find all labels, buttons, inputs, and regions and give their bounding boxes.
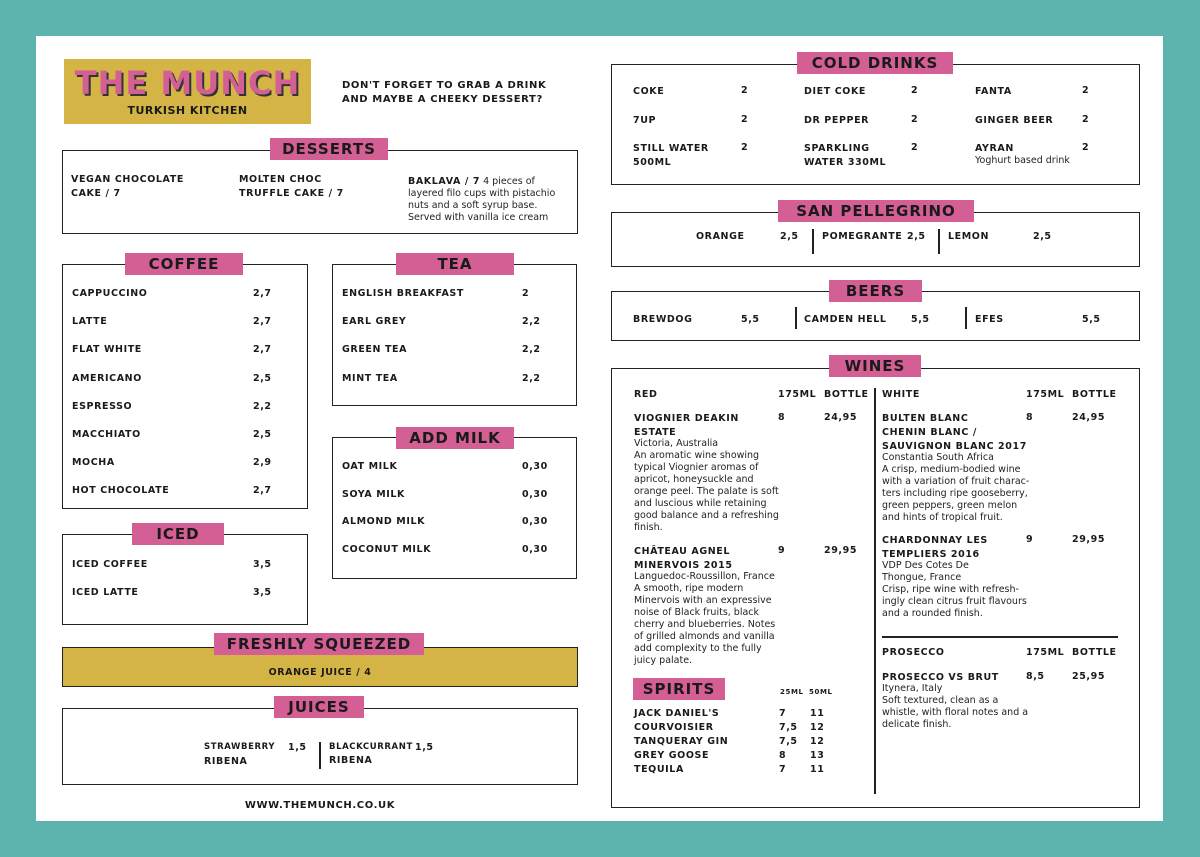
- red-wine-name: CHÂTEAU AGNEL MINERVOIS 2015: [634, 546, 733, 571]
- san-pellegrino-header: SAN PELLEGRINO: [778, 200, 974, 222]
- strawberry-ribena-line-2: RIBENA: [204, 756, 248, 767]
- red-bottle-label: BOTTLE: [824, 389, 869, 400]
- sp-divider-1: [812, 229, 814, 254]
- tea-item-name: GREEN TEA: [342, 344, 408, 356]
- milk-item-price: 0,30: [522, 543, 548, 555]
- tea-item-price: 2,2: [522, 344, 541, 356]
- white-wine-desc: VDP Des Cotes De Thongue, France Crisp, ripe wine with refresh- ingly clean citrus fruit flavours and a rounded finish.: [882, 560, 1027, 619]
- coffee-item-price: 2,2: [253, 400, 272, 412]
- vegan-cake-line-2: CAKE / 7: [71, 188, 121, 199]
- iced-item-name: ICED COFFEE: [72, 559, 148, 570]
- coffee-item-name: MOCHA: [72, 457, 115, 469]
- cold-drink-item-name: FANTA: [975, 86, 1012, 97]
- coffee-header: COFFEE: [125, 253, 243, 275]
- red-wine-name: VIOGNIER DEAKIN ESTATE: [634, 413, 739, 438]
- brand-subtitle: TURKISH KITCHEN: [127, 104, 248, 117]
- cold-drink-item-price: 2: [911, 142, 919, 153]
- cold-drink-item-price: 2: [741, 114, 749, 125]
- coffee-item-name: FLAT WHITE: [72, 344, 142, 356]
- tea-item-price: 2: [522, 288, 530, 299]
- tea-item-name: MINT TEA: [342, 372, 398, 384]
- prosecco-wine-175: 8,5: [1026, 671, 1045, 682]
- coffee-box: [62, 264, 308, 509]
- iced-item-name: ICED LATTE: [72, 587, 139, 598]
- sp-divider-2: [938, 229, 940, 254]
- tea-item-price: 2,2: [522, 372, 541, 384]
- iced-header: ICED: [132, 523, 224, 545]
- beers-header: BEERS: [829, 280, 922, 302]
- san-pellegrino-item-price: 2,5: [780, 231, 799, 242]
- tea-item-name: ENGLISH BREAKFAST: [342, 288, 464, 299]
- red-wine-bottle: 29,95: [824, 545, 858, 556]
- beer-divider-1: [795, 307, 797, 329]
- red-wine-desc: Languedoc-Roussillon, France A smooth, ripe modern Minervois with an expressive noise of Black fruits, black cherry and blueberries. Notes of grilled almonds and vanilla add complexity to the fully juicy palate.: [634, 571, 776, 666]
- red-175-label: 175ML: [778, 389, 817, 400]
- tea-item-name: EARL GREY: [342, 316, 407, 328]
- strawberry-ribena-price: 1,5: [288, 742, 307, 753]
- desserts-header: DESSERTS: [270, 138, 388, 160]
- iced-item-price: 3,5: [253, 587, 272, 598]
- prosecco-label: PROSECCO: [882, 647, 945, 658]
- spirits-50ml-prices: 11 12 12 13 11: [810, 708, 825, 775]
- white-label: WHITE: [882, 389, 920, 400]
- cold-drink-item-name: SPARKLING WATER 330ML: [804, 143, 887, 168]
- cold-drink-item-name: AYRAN: [975, 143, 1014, 154]
- iced-box: [62, 534, 308, 625]
- cold-drink-item-price: 2: [741, 85, 749, 96]
- prosecco-bottle-label: BOTTLE: [1072, 647, 1117, 658]
- white-wine-name: CHARDONNAY LES TEMPLIERS 2016: [882, 535, 988, 560]
- san-pellegrino-item-name: LEMON: [948, 231, 990, 242]
- molten-cake-line-1: MOLTEN CHOC: [239, 174, 322, 185]
- coffee-item-price: 2,5: [253, 429, 272, 440]
- iced-item-price: 3,5: [253, 559, 272, 570]
- milk-item-name: ALMOND MILK: [342, 516, 426, 527]
- milk-item-name: SOYA MILK: [342, 488, 406, 500]
- add-milk-header: ADD MILK: [396, 427, 514, 449]
- cold-drink-item-name: DR PEPPER: [804, 115, 870, 126]
- san-pellegrino-item-name: POMEGRANTE: [822, 231, 903, 242]
- red-wine-175: 9: [778, 545, 786, 556]
- coffee-item-name: AMERICANO: [72, 372, 142, 384]
- tea-box: [332, 264, 577, 406]
- prosecco-175-label: 175ML: [1026, 647, 1065, 658]
- cold-drink-item-name: STILL WATER 500ML: [633, 143, 709, 168]
- beer-item-name: CAMDEN HELL: [804, 314, 887, 325]
- cold-drink-item-name: COKE: [633, 86, 665, 97]
- prosecco-divider: [882, 636, 1118, 638]
- juices-divider: [319, 742, 321, 769]
- prosecco-wine-name: PROSECCO VS BRUT: [882, 672, 999, 683]
- cold-drink-item-price: 2: [741, 142, 749, 153]
- beer-item-name: EFES: [975, 314, 1004, 325]
- wines-header: WINES: [829, 355, 921, 377]
- baklava-name: BAKLAVA / 7: [408, 176, 481, 187]
- beer-item-name: BREWDOG: [633, 314, 693, 325]
- juices-header: JUICES: [274, 696, 364, 718]
- freshly-squeezed-header: FRESHLY SQUEEZED: [214, 633, 424, 655]
- spirits-25ml-prices: 7 7,5 7,5 8 7: [779, 708, 798, 775]
- white-wine-bottle: 29,95: [1072, 534, 1106, 545]
- white-wine-bottle: 24,95: [1072, 412, 1106, 423]
- baklava-item: [408, 176, 568, 224]
- logo-panel: [64, 59, 311, 124]
- beer-item-price: 5,5: [741, 314, 760, 325]
- coffee-item-name: HOT CHOCOLATE: [72, 485, 170, 497]
- prosecco-wine-desc: Itynera, Italy Soft textured, clean as a whistle, with floral notes and a delicate finish.: [882, 683, 1029, 730]
- blackcurrant-ribena-price: 1,5: [415, 742, 434, 753]
- red-wine-175: 8: [778, 412, 786, 423]
- tagline-line-1: DON'T FORGET TO GRAB A DRINK: [342, 80, 547, 91]
- cold-drink-item-name: 7UP: [633, 115, 657, 126]
- tea-header: TEA: [396, 253, 514, 275]
- white-wine-175: 9: [1026, 534, 1034, 545]
- spirits-header: SPIRITS: [633, 678, 725, 700]
- beer-divider-2: [965, 307, 967, 329]
- spirits-25ml-label: 25ML: [780, 688, 804, 696]
- san-pellegrino-item-price: 2,5: [1033, 231, 1052, 242]
- coffee-item-name: ESPRESSO: [72, 400, 133, 412]
- menu-page: [36, 36, 1163, 821]
- coffee-item-price: 2,9: [253, 457, 272, 469]
- milk-item-name: OAT MILK: [342, 461, 398, 472]
- cold-drinks-header: COLD DRINKS: [797, 52, 953, 74]
- add-milk-box: [332, 437, 577, 579]
- white-wine-175: 8: [1026, 412, 1034, 423]
- brand-name: THE MUNCH: [74, 64, 301, 102]
- blackcurrant-ribena-line-1: BLACKCURRANT: [329, 742, 413, 752]
- baklava-desc: 4 pieces of layered filo cups with pistachio nuts and a soft syrup base. Served with vanilla ice cream: [408, 176, 556, 223]
- spirits-names: JACK DANIEL'S COURVOISIER TANQUERAY GIN GREY GOOSE TEQUILA: [634, 708, 729, 775]
- coffee-item-price: 2,7: [253, 485, 272, 497]
- cold-drink-item-price: 2: [1082, 142, 1090, 153]
- white-175-label: 175ML: [1026, 389, 1065, 400]
- coffee-item-name: CAPPUCCINO: [72, 288, 148, 299]
- milk-item-price: 0,30: [522, 461, 548, 472]
- coffee-item-price: 2,7: [253, 344, 272, 356]
- prosecco-wine-bottle: 25,95: [1072, 671, 1106, 682]
- red-wine-desc: Victoria, Australia An aromatic wine showing typical Viognier aromas of apricot, honeysuckle and orange peel. The palate is soft and luscious while retaining good balance and a refreshing finish.: [634, 438, 779, 533]
- red-label: RED: [634, 389, 658, 400]
- coffee-item-name: MACCHIATO: [72, 429, 141, 440]
- cold-drink-item-price: 2: [911, 85, 919, 96]
- milk-item-price: 0,30: [522, 516, 548, 527]
- beer-item-price: 5,5: [911, 314, 930, 325]
- vegan-cake-line-1: VEGAN CHOCOLATE: [71, 174, 184, 185]
- spirits-50ml-label: 50ML: [809, 688, 833, 696]
- red-wine-bottle: 24,95: [824, 412, 858, 423]
- coffee-item-price: 2,5: [253, 372, 272, 384]
- molten-cake-line-2: TRUFFLE CAKE / 7: [239, 188, 344, 199]
- website: WWW.THEMUNCH.CO.UK: [244, 800, 396, 811]
- cold-drink-item-name: DIET COKE: [804, 86, 866, 97]
- coffee-item-name: LATTE: [72, 316, 108, 328]
- beer-item-price: 5,5: [1082, 314, 1101, 325]
- white-wine-desc: Constantia South Africa A crisp, medium-bodied wine with a variation of fruit charac- ters including ripe gooseberry, green peppers, green melon and hints of tropical fruit.: [882, 452, 1030, 523]
- san-pellegrino-item-price: 2,5: [907, 231, 926, 242]
- ayran-desc: Yoghurt based drink: [975, 155, 1070, 166]
- milk-item-price: 0,30: [522, 488, 548, 500]
- milk-item-name: COCONUT MILK: [342, 543, 432, 555]
- tagline-line-2: AND MAYBE A CHEEKY DESSERT?: [342, 94, 543, 105]
- wines-divider: [874, 388, 876, 794]
- coffee-item-price: 2,7: [253, 316, 272, 328]
- cold-drink-item-name: GINGER BEER: [975, 115, 1054, 126]
- strawberry-ribena-line-1: STRAWBERRY: [204, 742, 276, 752]
- tea-item-price: 2,2: [522, 316, 541, 328]
- white-bottle-label: BOTTLE: [1072, 389, 1117, 400]
- cold-drink-item-price: 2: [911, 114, 919, 125]
- orange-juice-item: ORANGE JUICE / 4: [268, 667, 372, 678]
- white-wine-name: BULTEN BLANC CHENIN BLANC / SAUVIGNON BLANC 2017: [882, 413, 1027, 452]
- coffee-item-price: 2,7: [253, 288, 272, 299]
- cold-drink-item-price: 2: [1082, 114, 1090, 125]
- blackcurrant-ribena-line-2: RIBENA: [329, 755, 373, 766]
- san-pellegrino-item-name: ORANGE: [696, 231, 745, 242]
- cold-drink-item-price: 2: [1082, 85, 1090, 96]
